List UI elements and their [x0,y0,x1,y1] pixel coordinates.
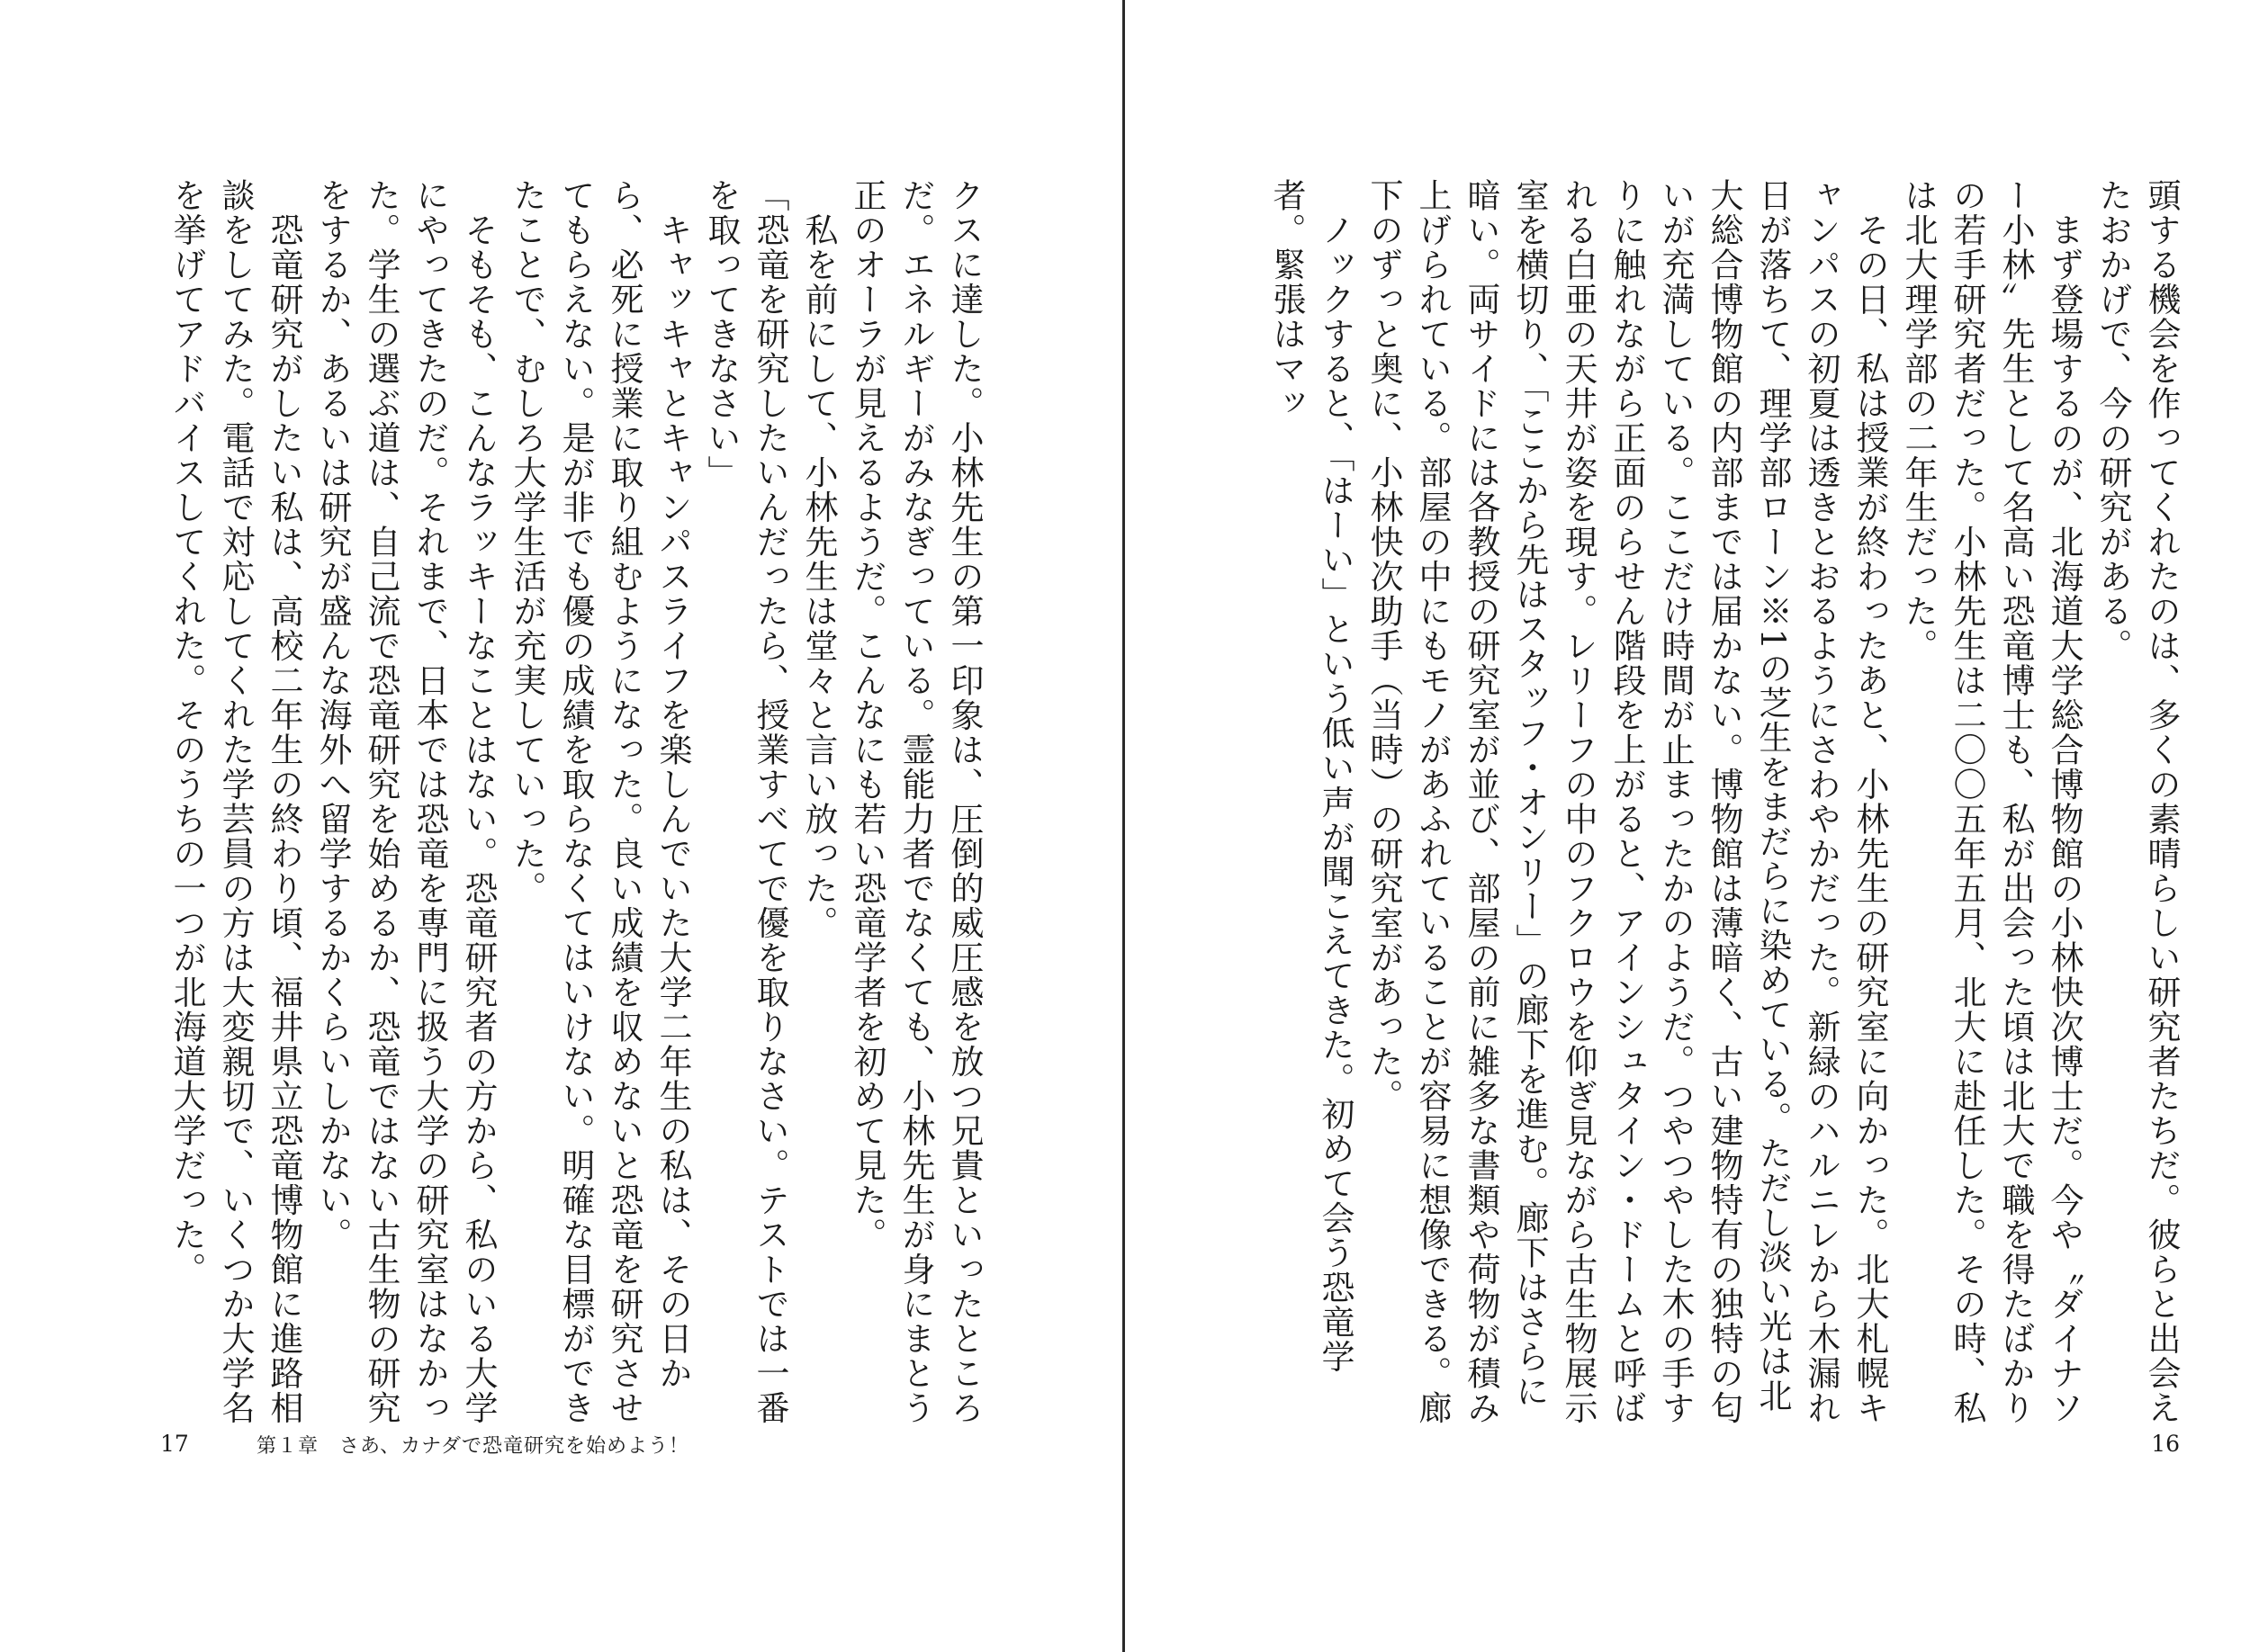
paragraph: 「恐竜を研究したいんだったら、授業すべてで優を取りなさい。テストでは一番を取ってきなさい」 [702,178,789,1425]
paragraph: クスに達した。小林先生の第一印象は、圧倒的威圧感を放つ兄貴といったところだ。エネルギーがみなぎっている。霊能力者でなくても、小林先生が身にまとう正のオーラが見えるようだ。こんなにも若い恐竜学者を初めて見た。 [848,178,984,1425]
right-page [1127,0,2250,1652]
paragraph: 頭する機会を作ってくれたのは、多くの素晴らしい研究者たちだ。彼らと出会えたおかげで、今の研究がある。 [2093,178,2181,1425]
running-head-chapter-title: 第１章 さあ、カナダで恐竜研究を始めよう！ [256,1435,690,1458]
right-page-body-text [1267,178,2185,1429]
paragraph: まず登場するのが、北海道大学総合博物館の小林快次博士だ。今や〝ダイナソー小林〟先生として名高い恐竜博士も、私が出会った頃は北大で職を得たばかりの若手研究者だった。小林先生は二〇〇五年五月、北大に赴任した。その時、私は北大理学部の二年生だった。 [1899,178,2084,1425]
paragraph: キャッキャとキャンパスライフを楽しんでいた大学二年生の私は、その日から、必死に授業に取り組むようになった。良い成績を収めないと恐竜を研究させてもらえない。是が非でも優の成績を取らなくてはいけない。明確な目標ができたことで、むしろ大学生活が充実していった。 [508,178,692,1425]
page-number-left: 17 [160,1431,189,1457]
paragraph: そもそも、こんなラッキーなことはない。恐竜研究者の方から、私のいる大学にやってきたのだ。それまで、日本では恐竜を専門に扱う大学の研究室はなかった。学生の選ぶ道は、自己流で恐竜研究を始めるか、恐竜ではない古生物の研究をするか、あるいは研究が盛んな海外へ留学するかくらいしかない。 [313,178,498,1425]
paragraph: 恐竜研究がしたい私は、高校二年生の終わり頃、福井県立恐竜博物館に進路相談をしてみた。電話で対応してくれた学芸員の方は大変親切で、いくつか大学名を挙げてアドバイスしてくれた。そのうちの一つが北海道大学だった。 [167,178,303,1425]
paragraph: その日、私は授業が終わったあと、小林先生の研究室に向かった。北大札幌キャンパスの初夏は透きとおるようにさわやかだった。新緑のハルニレから木漏れ日が落ちて、理学部ローン※1の芝生をまだらに染めている。ただし淡い光は北大総合博物館の内部までは届かない。博物館は薄暗く、古い建物特有の独特の匂いが充満している。ここだけ時間が止まったかのようだ。つやつやした木の手すりに触れながら正面のらせん階段を上がると、アインシュタイン・ドームと呼ばれる白亜の天井が姿を現す。レリーフの中のフクロウを仰ぎ見ながら古生物展示室を横切り、「ここから先はスタッフ・オンリー」の廊下を進む。廊下はさらに暗い。両サイドには各教授の研究室が並び、部屋の前に雑多な書類や荷物が積み上げられている。部屋の中にもモノがあふれていることが容易に想像できる。廊下のずっと奥に、小林快次助手（当時）の研究室があった。 [1364,178,1889,1425]
paragraph: ノックすると、「はーい」という低い声が聞こえてきた。初めて会う恐竜学者。緊張はマッ [1267,178,1354,1374]
paragraph: 私を前にして、小林先生は堂々と言い放った。 [799,178,838,940]
left-page-body-text [124,178,988,1429]
left-page [0,0,1123,1652]
page-number-right: 16 [2151,1431,2180,1457]
